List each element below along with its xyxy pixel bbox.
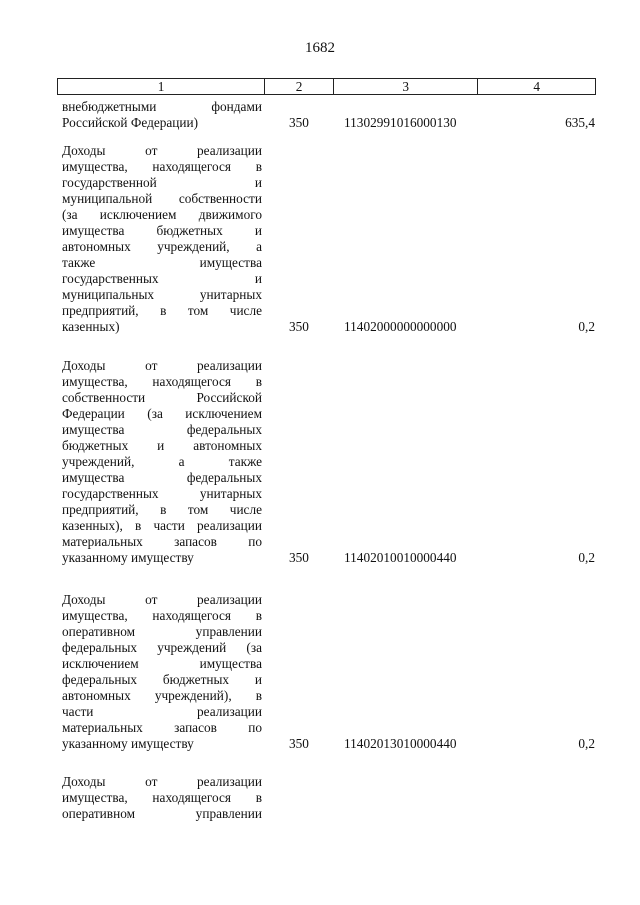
- row-column-2: 350: [289, 550, 309, 565]
- description-line: имущества бюджетных и: [62, 223, 262, 238]
- column-header-2: 2: [265, 79, 334, 94]
- description-line: автономных учреждений, а: [62, 239, 262, 254]
- row-column-2: 350: [289, 115, 309, 130]
- column-header-4: 4: [533, 79, 541, 94]
- page-number: 1682: [305, 40, 335, 56]
- description-line: Доходы от реализации: [62, 143, 262, 158]
- row-amount: 0,2: [578, 736, 595, 751]
- row-description: [62, 143, 262, 335]
- row-description: [62, 774, 262, 822]
- description-line: указанному имуществу: [62, 550, 194, 565]
- description-line: бюджетных и автономных: [62, 438, 262, 453]
- row-column-2: 350: [289, 319, 309, 334]
- description-line: государственной и: [62, 175, 262, 190]
- description-line: муниципальных унитарных: [62, 287, 262, 302]
- row-amount: 0,2: [578, 319, 595, 334]
- column-header-3: 3: [334, 79, 478, 94]
- description-line: казенных), в части реализации: [62, 518, 262, 533]
- row-amount: 635,4: [565, 115, 595, 130]
- description-line: указанному имуществу: [62, 736, 194, 751]
- row-description: [62, 99, 262, 131]
- description-line: предприятий, в том числе: [62, 303, 262, 318]
- description-line: автономных учреждений), в: [62, 688, 262, 703]
- description-line: исключением имущества: [62, 656, 262, 671]
- description-line: Доходы от реализации: [62, 592, 262, 607]
- description-line: собственности Российской: [62, 390, 262, 405]
- description-line: Российской Федерации): [62, 115, 199, 130]
- row-description: [62, 358, 262, 566]
- description-line: казенных): [62, 319, 120, 334]
- description-line: Федерации (за исключением: [62, 406, 262, 421]
- row-budget-code: 11302991016000130: [344, 115, 457, 130]
- description-line: (за исключением движимого: [62, 207, 262, 222]
- description-line: государственных унитарных: [62, 486, 262, 501]
- description-line: внебюджетными фондами: [62, 99, 262, 114]
- row-column-2: 350: [289, 736, 309, 751]
- description-line: имущества федеральных: [62, 422, 262, 437]
- row-budget-code: 11402000000000000: [344, 319, 457, 334]
- description-line: также имущества: [62, 255, 262, 270]
- row-budget-code: 11402010010000440: [344, 550, 457, 565]
- description-line: государственных и: [62, 271, 262, 286]
- description-line: имущества, находящегося в: [62, 790, 262, 805]
- description-line: федеральных бюджетных и: [62, 672, 262, 687]
- row-amount: 0,2: [578, 550, 595, 565]
- description-line: материальных запасов по: [62, 720, 262, 735]
- description-line: имущества, находящегося в: [62, 159, 262, 174]
- description-line: оперативном управлении: [62, 806, 262, 821]
- description-line: учреждений, а также: [62, 454, 262, 469]
- row-budget-code: 11402013010000440: [344, 736, 457, 751]
- row-description: [62, 592, 262, 752]
- table-column-header: [57, 78, 596, 95]
- description-line: Доходы от реализации: [62, 774, 262, 789]
- description-line: предприятий, в том числе: [62, 502, 262, 517]
- description-line: Доходы от реализации: [62, 358, 262, 373]
- description-line: материальных запасов по: [62, 534, 262, 549]
- description-line: муниципальной собственности: [62, 191, 262, 206]
- description-line: имущества федеральных: [62, 470, 262, 485]
- column-header-1: 1: [58, 79, 265, 94]
- description-line: имущества, находящегося в: [62, 374, 262, 389]
- description-line: части реализации: [62, 704, 262, 719]
- description-line: федеральных учреждений (за: [62, 640, 262, 655]
- description-line: оперативном управлении: [62, 624, 262, 639]
- description-line: имущества, находящегося в: [62, 608, 262, 623]
